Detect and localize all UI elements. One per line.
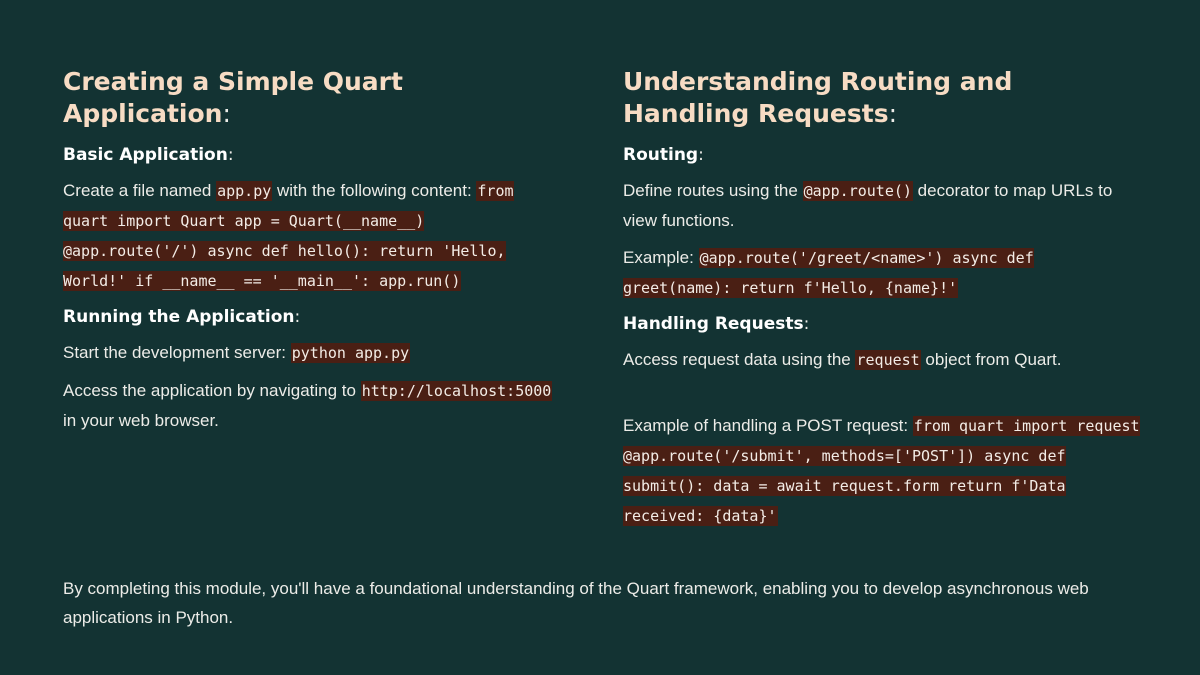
left-column (63, 66, 563, 443)
routing-example: Example: @app.route('/greet/<name>') async def greet(name): return f'Hello, {name}!' (623, 248, 1034, 297)
routing-example-code: @app.route('/greet/<name>') async def greet(name): return f'Hello, {name}!' (623, 249, 1034, 297)
right-column (623, 66, 1143, 539)
run-command-code: python app.py (291, 344, 410, 362)
filename-code: app.py (217, 182, 272, 200)
access-app-text: Access the application by navigating to http://localhost:5000 in your web browser. (63, 381, 552, 430)
routing-text: Define routes using the @app.route() decorator to map URLs to view functions. (623, 181, 1113, 230)
routing-heading: Routing: (623, 145, 704, 165)
basic-application-text: Create a file named app.py with the following content: from quart import Quart app = Quart(__name__) @app.route('/') async def hello(): return 'Hello, World!' if __name__ == '__main__': app.run() (63, 181, 514, 290)
post-example: Example of handling a POST request: from quart import request @app.route('/submit', methods=['POST']) async def submit(): data = await request.form return f'Data received: {data}' (623, 416, 1140, 525)
footer-summary: By completing this module, you'll have a foundational understanding of the Quart framework, enabling you to develop asynchronous web applications in Python. (63, 579, 1089, 627)
localhost-url-code: http://localhost:5000 (361, 382, 552, 400)
request-object-code: request (856, 351, 920, 369)
handling-text: Access request data using the request object from Quart. (623, 350, 1062, 369)
spacer (623, 383, 1143, 411)
right-section-title: Understanding Routing and Handling Requests: (623, 67, 1013, 128)
running-application-heading: Running the Application: (63, 307, 301, 327)
basic-app-code: from quart import Quart app = Quart(__name__) @app.route('/') async def hello(): return 'Hello, World!' if __name__ == '__main__': app.run() (63, 182, 514, 290)
basic-application-heading: Basic Application: (63, 145, 234, 165)
start-server-text: Start the development server: python app.py (63, 343, 410, 362)
post-example-code: from quart import request @app.route('/submit', methods=['POST']) async def submit(): data = await request.form return f'Data received: {data}' (623, 417, 1140, 525)
left-section-title: Creating a Simple Quart Application: (63, 67, 403, 128)
handling-requests-heading: Handling Requests: (623, 314, 810, 334)
route-decorator-code: @app.route() (803, 182, 912, 200)
